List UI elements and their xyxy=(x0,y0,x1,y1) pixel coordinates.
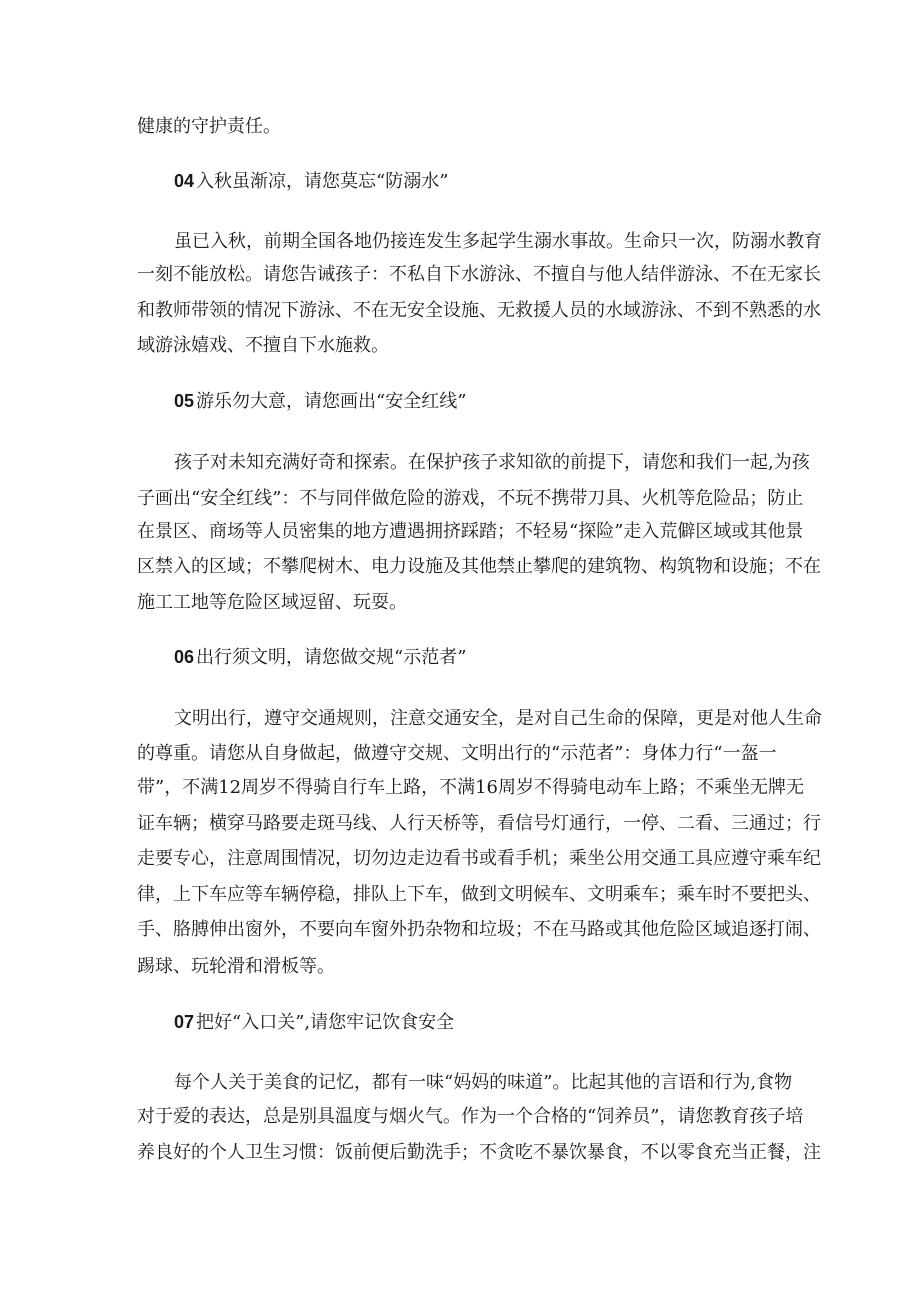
paragraph-line: 走要专心，注意周围情况，切勿边走边看书或看手机；乘坐公用交通工具应遵守乘车纪 xyxy=(137,848,821,869)
paragraph-line: 手、胳膊伸出窗外，不要向车窗外扔杂物和垃圾；不在马路或其他危险区域追逐打闹、 xyxy=(137,919,821,940)
paragraph-line: 对于爱的表达，总是别具温度与烟火气。作为一个合格的“饲养员”，请您教育孩子培 xyxy=(137,1106,804,1127)
section-number: 05 xyxy=(174,391,195,411)
section-title: 入秋虽渐凉，请您莫忘“防溺水” xyxy=(196,171,449,192)
section-05-heading xyxy=(174,389,466,414)
paragraph-line: 子画出“安全红线”：不与同伴做危险的游戏，不玩不携带刀具、火机等危险品；防止 xyxy=(137,488,804,509)
section-number: 07 xyxy=(174,1012,195,1032)
section-title: 把好“入口关”,请您牢记饮食安全 xyxy=(196,1012,455,1033)
section-title: 游乐勿大意，请您画出“安全红线” xyxy=(196,391,467,412)
paragraph-line: 养良好的个人卫生习惯：饭前便后勤洗手；不贪吃不暴饮暴食，不以零食充当正餐，注 xyxy=(137,1142,821,1163)
section-04-heading xyxy=(174,169,448,194)
paragraph-line: 一刻不能放松。请您告诫孩子：不私自下水游泳、不擅自与他人结伴游泳、不在无家长 xyxy=(137,264,821,285)
paragraph-line: 的尊重。请您从自身做起，做遵守交规、文明出行的“示范者”：身体力行“一盔一 xyxy=(137,743,777,764)
paragraph-line: 施工工地等危险区域逗留、玩耍。 xyxy=(137,592,407,613)
paragraph-line: 在景区、商场等人员密集的地方遭遇拥挤踩踏；不轻易“探险”走入荒僻区域或其他景 xyxy=(137,521,804,542)
paragraph-line: 区禁入的区域；不攀爬树木、电力设施及其他禁止攀爬的建筑物、构筑物和设施；不在 xyxy=(137,556,821,577)
paragraph-line: 和教师带领的情况下游泳、不在无安全设施、无救援人员的水域游泳、不到不熟悉的水 xyxy=(137,300,821,321)
section-number: 04 xyxy=(174,171,195,191)
paragraph-line: 虽已入秋，前期全国各地仍接连发生多起学生溺水事故。生命只一次，防溺水教育 xyxy=(174,231,822,252)
paragraph-line: 律，上下车应等车辆停稳，排队上下车，做到文明候车、文明乘车；乘车时不要把头、 xyxy=(137,884,821,905)
section-07-heading xyxy=(174,1010,454,1035)
paragraph-line: 证车辆；横穿马路要走斑马线、人行天桥等，看信号灯通行，一停、二看、三通过；行 xyxy=(137,813,821,834)
paragraph-line: 文明出行，遵守交通规则，注意交通安全，是对自己生命的保障，更是对他人生命 xyxy=(174,708,822,729)
section-06-heading xyxy=(174,645,466,670)
intro-tail-text: 健康的守护责任。 xyxy=(137,116,281,137)
paragraph-line: 踢球、玩轮滑和滑板等。 xyxy=(137,956,335,977)
section-title: 出行须文明，请您做交规“示范者” xyxy=(196,647,467,668)
paragraph-line: 域游泳嬉戏、不擅自下水施救。 xyxy=(137,335,389,356)
paragraph-line: 每个人关于美食的记忆，都有一味“妈妈的味道”。比起其他的言语和行为,食物 xyxy=(174,1072,793,1093)
paragraph-line: 带”，不满12周岁不得骑自行车上路，不满16周岁不得骑电动车上路；不乘坐无牌无 xyxy=(137,777,805,798)
paragraph-line: 孩子对未知充满好奇和探索。在保护孩子求知欲的前提下，请您和我们一起,为孩 xyxy=(174,452,810,473)
section-number: 06 xyxy=(174,647,195,667)
